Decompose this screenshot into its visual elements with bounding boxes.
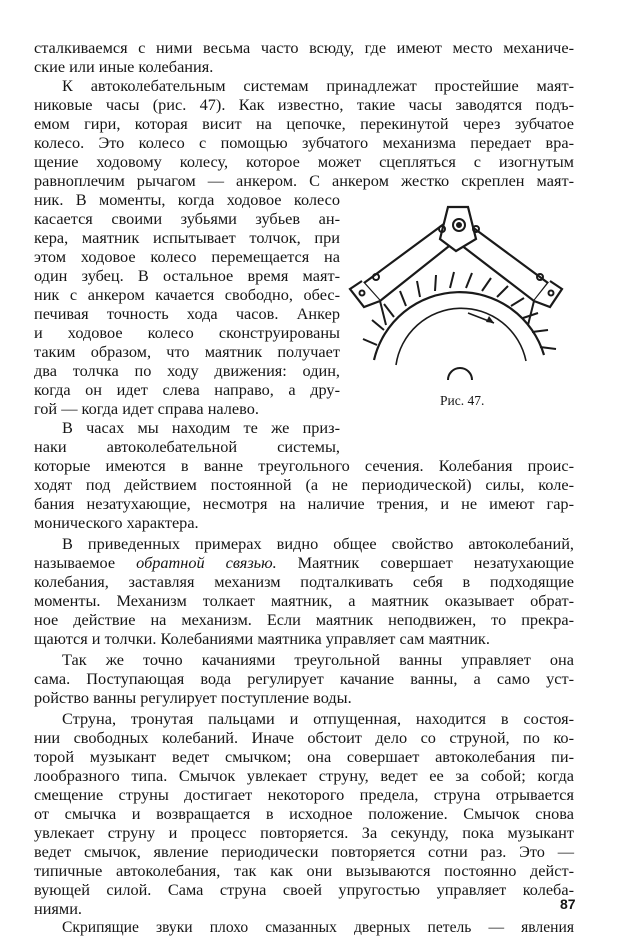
figure-caption: Рис. 47. (440, 393, 485, 408)
text-line: В приведенных примерах видно общее свойство автоколебаний, (62, 534, 574, 553)
text-line: смещение струны достигает некоторого предела, струна отрывается (34, 785, 574, 804)
text-line: ходят под действием постоянной (а не периодической) силы, коле- (34, 475, 574, 494)
text-line: ник. В моменты, когда ходовое колесо (34, 190, 340, 209)
anchor (350, 207, 562, 325)
text-line: и ходовое колесо сконструированы (34, 323, 340, 342)
text-line: лообразного типа. Смычок увлекает струну, ведет ее за собой; когда (34, 766, 574, 785)
text-line: два толчка по ходу движения: один, (34, 361, 340, 380)
text-line: торой музыкант ведет смычком; она совершает автоколебания пи- (34, 747, 574, 766)
text-line: нии свободных колебаний. Иначе обстоит дело со струной, по ко- (34, 728, 574, 747)
text-line: щение ходовому колесу, которое может сцепляться с изогнутым (34, 152, 574, 171)
text-line: емом гири, которая висит на цепочке, перекинутой через зубчатое (34, 114, 574, 133)
text-line: сама. Поступающая вода регулирует качание ванны, а само уст- (34, 669, 574, 688)
text-line: ниями. (34, 899, 83, 918)
page-number: 87 (560, 896, 576, 912)
text-line: сталкиваемся с ними весьма часто всюду, где имеют место механиче- (34, 38, 574, 57)
text-line: этом ходовое колесо перемещается на (34, 247, 340, 266)
text-line: равноплечим рычагом — анкером. С анкером жестко скреплен маят- (34, 171, 574, 190)
text-line: Струна, тронутая пальцами и отпущенная, находится в состоя- (62, 709, 574, 728)
text-line: вующей силой. Сама струна своей упругостью управляет колеба- (34, 880, 574, 899)
text-line: ройство ванны регулирует поступление воды. (34, 688, 352, 707)
text-line: печивая точность хода часов. Анкер (34, 304, 340, 323)
italic-term: обратной связью. (136, 553, 277, 572)
escapement-figure (344, 185, 576, 420)
text-fragment: Маятник совершает незатухающие (276, 553, 574, 572)
text-line: ские или иные колебания. (34, 57, 214, 76)
text-line: ник с анкером качается свободно, обес- (34, 285, 340, 304)
text-line: монического характера. (34, 513, 199, 532)
text-line: ное действие на механизм. Если маятник неподвижен, то прекра- (34, 610, 574, 629)
text-line: К автоколебательным системам принадлежат простейшие маят- (62, 76, 574, 95)
text-line (34, 553, 574, 573)
text-line: один зубец. В остальное время маят- (34, 266, 340, 285)
text-line: колебания, заставляя механизм подталкивать себя в подходящие (34, 572, 574, 591)
text-line: увлекает струну и процесс повторяется. За секунду, пока музыкант (34, 823, 574, 842)
text-line: от смычка и возвращается в исходное положение. Смычок снова (34, 804, 574, 823)
text-line: В часах мы находим те же приз- (62, 418, 340, 437)
text-line: никовые часы (рис. 47). Как известно, такие часы заводятся подъ- (34, 95, 574, 114)
escape-wheel-inner (396, 308, 526, 365)
text-line: типичные автоколебания, так как они вызываются постоянно дейст- (34, 861, 574, 880)
text-line: Скрипящие звуки плохо смазанных дверных петель — явления (62, 919, 574, 936)
text-line: наки автоколебательной системы, (34, 437, 340, 456)
text-line: Так же точно качаниями треугольной ванны управляет она (62, 650, 574, 669)
text-line: моменты. Механизм толкает маятник, а маятник оказывает обрат- (34, 591, 574, 610)
text-line: гой — когда идет справа налево. (34, 399, 259, 418)
wheel-hub (448, 368, 472, 380)
text-line: бания незатухающие, несмотря на наличие трения, и не имеют гар- (34, 494, 574, 513)
text-line: колесо. Это колесо с помощью зубчатого механизма передает вра- (34, 133, 574, 152)
text-line: щаются и толчки. Колебаниями маятника управляет сам маятник. (34, 629, 490, 648)
text-line: ведет смычок, явление периодически повторяется сотни раз. Это — (34, 842, 574, 861)
text-line: таким образом, что маятник получает (34, 342, 340, 361)
text-line: когда он идет слева направо, а дру- (34, 380, 340, 399)
text-fragment: называемое (34, 553, 137, 572)
text-line: которые имеются в ванне треугольного сечения. Колебания проис- (34, 456, 574, 475)
text-line: кера, маятник испытывает толчок, при (34, 228, 340, 247)
text-line: касается своими зубьями зубьев ан- (34, 209, 340, 228)
